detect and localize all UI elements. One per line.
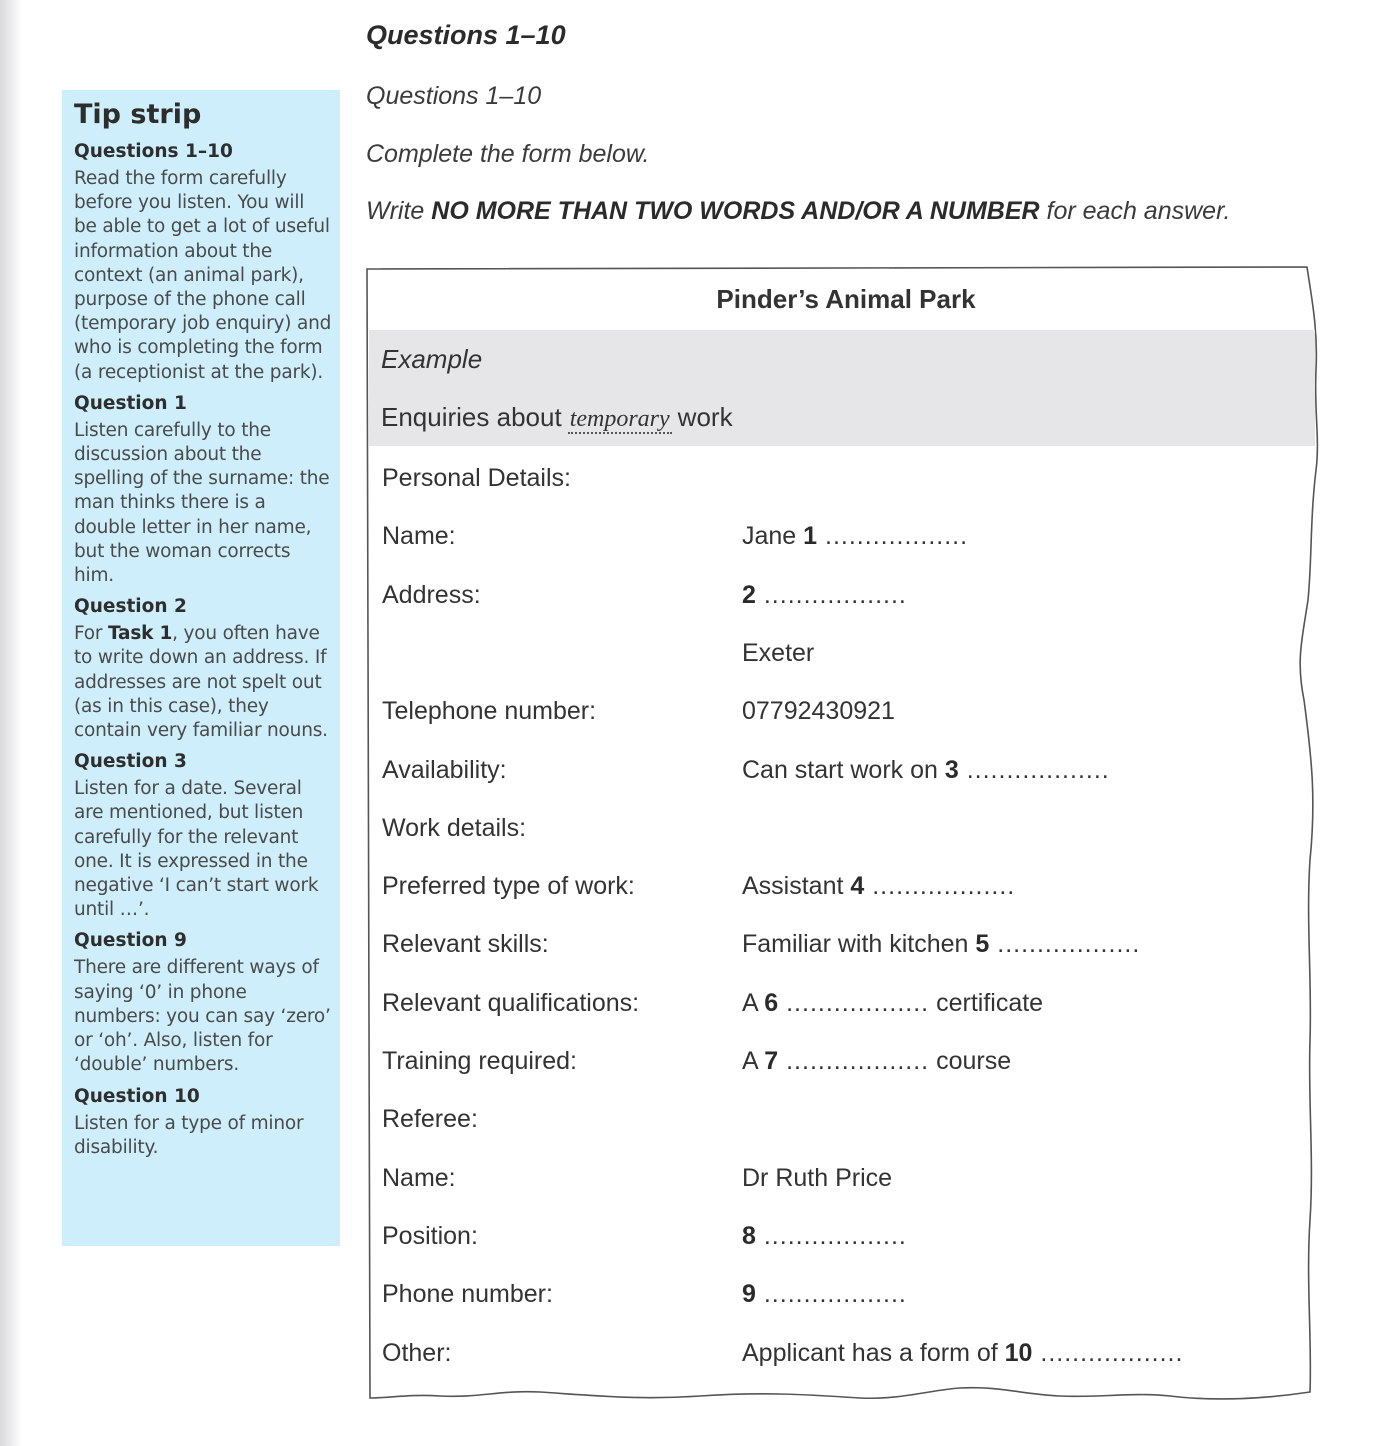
answer-field[interactable] — [742, 522, 968, 551]
question-number: 9 — [742, 1280, 756, 1308]
form-row-label: Other: — [382, 1339, 452, 1367]
instruction-bold: NO MORE THAN TWO WORDS AND/OR A NUMBER — [431, 197, 1040, 225]
example-label: Example — [381, 344, 483, 374]
form-row-value — [742, 697, 895, 726]
tip-heading: Question 1 — [74, 392, 187, 414]
tip-body-prefix: For — [74, 623, 108, 645]
answer-field[interactable] — [742, 872, 1015, 901]
form-row-label: Relevant skills: — [382, 930, 549, 958]
question-number: 6 — [764, 989, 779, 1017]
form-row-label: Address: — [382, 581, 481, 609]
tip-heading: Questions 1–10 — [74, 141, 233, 162]
tip-strip-title: Tip strip — [74, 99, 202, 130]
value-text: Exeter — [742, 639, 815, 667]
form-row-label: Preferred type of work: — [382, 872, 635, 900]
form-row-label: Training required: — [382, 1047, 578, 1075]
answer-blank[interactable]: .................. — [864, 872, 1016, 900]
tip-heading: Question 2 — [74, 596, 187, 618]
answer-field[interactable] — [742, 756, 1110, 785]
question-number: 3 — [944, 756, 959, 784]
question-number: 2 — [742, 581, 756, 609]
value-text: Dr Ruth Price — [742, 1164, 893, 1192]
tip-body: Listen carefully to the discussion about the spelling of the surname: the man thinks there is a double letter in her name, but the woman corrects him. — [74, 419, 330, 587]
form-row-label: Availability: — [382, 756, 507, 784]
value-text: A — [742, 989, 765, 1017]
question-number: 7 — [764, 1047, 779, 1075]
instruction-prefix: Write — [366, 197, 432, 225]
value-text: Applicant has a form of — [742, 1339, 1005, 1367]
tip-body-suffix: , you often have to write down an address. If addresses are not spelt out (as in this case), they contain very familiar nouns. — [74, 623, 328, 742]
tip-heading: Question 3 — [74, 751, 187, 773]
tip-body: Listen for a type of minor disability. — [74, 1112, 304, 1158]
answer-blank[interactable]: .................. — [755, 1280, 907, 1308]
tip-body: There are different ways of saying ‘0’ in phone numbers: you can say ‘zero’ or ‘oh’. Also, listen for ‘double’ numbers. — [74, 957, 331, 1076]
form-row-label: Referee: — [382, 1105, 478, 1133]
example-answer: temporary — [569, 406, 670, 432]
questions-heading: Questions 1–10 — [366, 20, 566, 50]
question-number: 4 — [850, 872, 865, 900]
tip-heading: Question 10 — [74, 1085, 200, 1107]
example-prefix: Enquiries about — [381, 402, 562, 432]
answer-blank[interactable]: .................. — [817, 522, 969, 550]
value-text: Jane — [742, 522, 804, 550]
answer-field[interactable] — [742, 1047, 1011, 1076]
form-row-value — [742, 1164, 892, 1193]
instruction-suffix: for each answer. — [1039, 197, 1231, 225]
answer-field[interactable] — [742, 1222, 907, 1251]
question-number: 8 — [742, 1222, 756, 1250]
answer-field[interactable] — [742, 1280, 907, 1309]
tip-body: Read the form carefully before you listen. You will be able to get a lot of useful information about the context (an animal park), purpose of the phone call (temporary job enquiry) and who is completing the form (a receptionist at the park). — [74, 168, 332, 383]
answer-blank[interactable]: .................. — [755, 1222, 907, 1250]
question-number: 1 — [803, 522, 818, 550]
tip-body: Listen for a date. Several are mentioned, but listen carefully for the relevant one. It is expressed in the negative ‘I can’t start work until …’. — [74, 778, 319, 921]
answer-blank[interactable]: .................. — [755, 581, 907, 609]
form-row-label: Name: — [382, 1164, 456, 1192]
form-title: Pinder’s Animal Park — [716, 284, 976, 314]
form-row-label: Name: — [382, 522, 456, 550]
form-row-label: Telephone number: — [382, 697, 597, 725]
instruction-complete: Complete the form below. — [366, 140, 650, 168]
value-text: Can start work on — [742, 756, 945, 784]
answer-blank[interactable]: .................. — [778, 989, 930, 1017]
question-number: 10 — [1004, 1339, 1033, 1367]
value-suffix: course — [929, 1047, 1012, 1075]
form-row-label: Position: — [382, 1222, 478, 1250]
form-row-value — [742, 639, 814, 668]
form-row-label: Work details: — [382, 814, 527, 842]
value-text: Familiar with kitchen — [742, 930, 976, 958]
form-row-label: Relevant qualifications: — [382, 989, 640, 1017]
answer-field[interactable] — [742, 989, 1043, 1018]
answer-blank[interactable]: .................. — [778, 1047, 930, 1075]
tip-heading: Question 9 — [74, 930, 187, 952]
value-text: 07792430921 — [742, 697, 895, 725]
form-row-label: Phone number: — [382, 1280, 553, 1308]
answer-field[interactable] — [742, 581, 907, 610]
answer-field[interactable] — [742, 1339, 1183, 1368]
answer-field[interactable] — [742, 930, 1140, 959]
question-number: 5 — [975, 930, 990, 958]
answer-blank[interactable]: .................. — [958, 756, 1110, 784]
example-row — [381, 402, 733, 433]
answer-blank[interactable]: .................. — [1032, 1339, 1184, 1367]
example-suffix: work — [677, 402, 733, 432]
answer-blank[interactable]: .................. — [989, 930, 1141, 958]
value-suffix: certificate — [929, 989, 1044, 1017]
tip-body-bold: Task 1 — [108, 623, 173, 645]
questions-subheading: Questions 1–10 — [366, 82, 542, 110]
form-row-label: Personal Details: — [382, 464, 571, 492]
value-text: A — [742, 1047, 765, 1075]
value-text: Assistant — [742, 872, 851, 900]
